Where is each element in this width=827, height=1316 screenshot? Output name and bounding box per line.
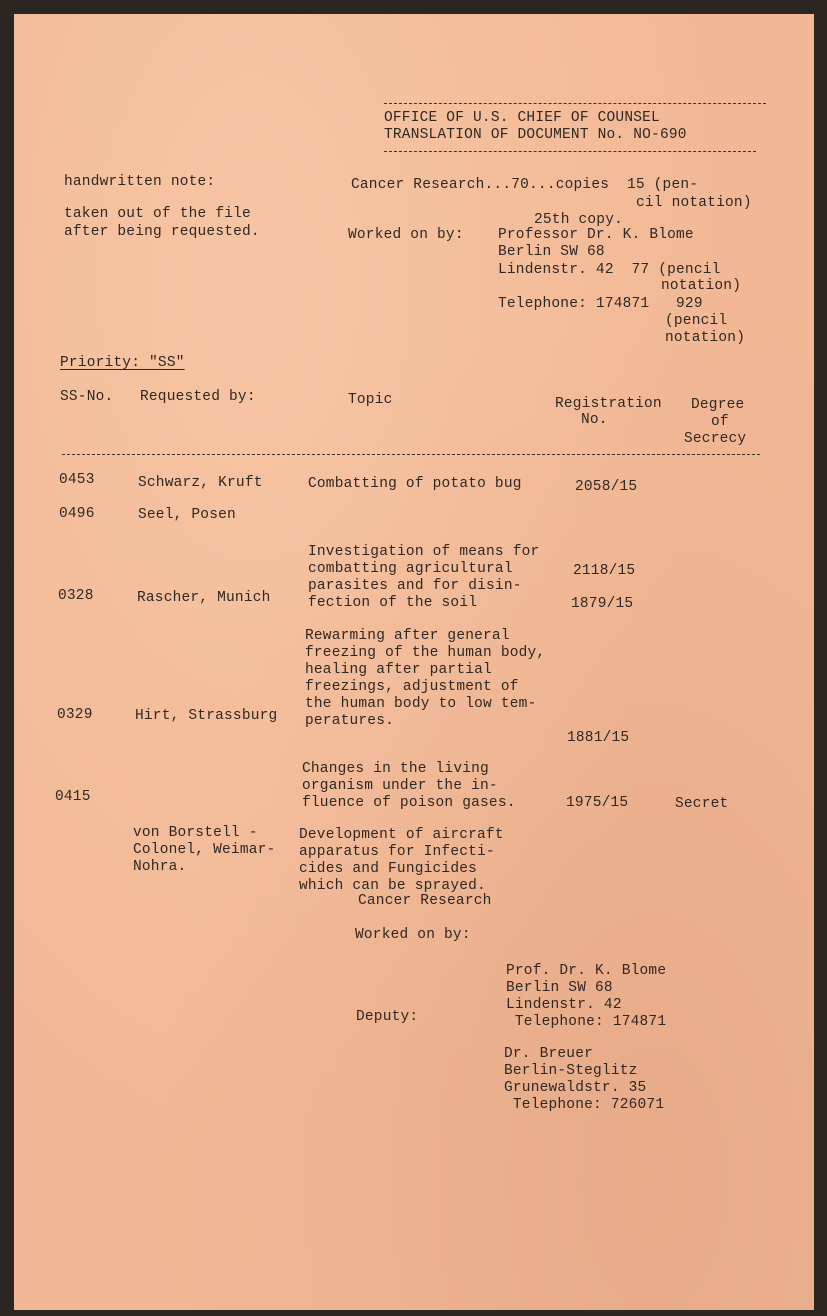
row-requested-by: Hirt, Strassburg <box>135 708 278 724</box>
row-topic: Changes in the living organism under the in- fluence of poison gases. <box>302 761 516 811</box>
col-secrecy: Secrecy <box>684 431 747 447</box>
bottom-deputy-label: Deputy: <box>356 1009 419 1025</box>
row-registration: 1975/15 <box>566 795 629 811</box>
row-registration: 2058/15 <box>575 479 638 495</box>
bottom-worked-label: Worked on by: <box>355 927 471 943</box>
worked-on-street-note: notation) <box>661 278 742 294</box>
row-registration: 1879/15 <box>571 596 634 612</box>
col-degree: Degree <box>691 397 745 413</box>
bottom-worked-address: Prof. Dr. K. Blome Berlin SW 68 Lindenstr. 42 Telephone: 174871 <box>506 963 667 1030</box>
row-ss-no: 0453 <box>59 472 95 488</box>
bottom-deputy-address: Dr. Breuer Berlin-Steglitz Grunewaldstr. 35 Telephone: 726071 <box>504 1046 665 1113</box>
phone-note-2: notation) <box>665 330 746 346</box>
worked-on-street: Lindenstr. 42 77 (pencil <box>498 262 721 278</box>
row-requested-by: von Borstell - Colonel, Weimar- Nohra. <box>133 825 276 875</box>
phone-note-1: (pencil <box>665 313 728 329</box>
table-header-rule <box>62 454 760 455</box>
row-requested-by: Schwarz, Kruft <box>138 475 263 491</box>
col-ss-no: SS-No. <box>60 389 114 405</box>
row-requested-by: Seel, Posen <box>138 507 236 523</box>
row-requested-by: Rascher, Munich <box>137 590 271 606</box>
row-ss-no: 0496 <box>59 506 95 522</box>
document-page <box>14 14 814 1310</box>
row-topic: Investigation of means for combatting agricultural parasites and for disin- fection of the soil <box>308 544 540 611</box>
worked-on-phone: Telephone: 174871 929 <box>498 296 703 312</box>
header-rule-top <box>384 103 766 104</box>
priority-label: Priority: "SS" <box>60 355 185 371</box>
worked-on-person: Professor Dr. K. Blome <box>498 227 694 243</box>
worked-on-city: Berlin SW 68 <box>498 244 605 260</box>
row-secrecy: Secret <box>675 796 729 812</box>
col-registration: Registration <box>555 396 662 412</box>
row-ss-no: 0328 <box>58 588 94 604</box>
col-registration-no: No. <box>581 412 608 428</box>
header-translation: TRANSLATION OF DOCUMENT No. NO-690 <box>384 127 687 143</box>
row-registration: 2118/15 <box>573 563 636 579</box>
row-topic: Development of aircraft apparatus for Infecti- cides and Fungicides which can be sprayed. <box>299 827 504 894</box>
header-rule-bottom <box>384 151 756 152</box>
row-ss-no: 0415 <box>55 789 91 805</box>
row-registration: 1881/15 <box>567 730 630 746</box>
copies-line-2: cil notation) <box>636 195 752 211</box>
handwritten-label: handwritten note: <box>64 174 216 190</box>
row-ss-no: 0329 <box>57 707 93 723</box>
header-office: OFFICE OF U.S. CHIEF OF COUNSEL <box>384 110 660 126</box>
row-topic: Rewarming after general freezing of the human body, healing after partial freezings, adjustment of the human body to low tem- peratures. <box>305 628 546 729</box>
col-degree-of: of <box>711 414 729 430</box>
handwritten-line-1: taken out of the file <box>64 206 251 222</box>
handwritten-line-2: after being requested. <box>64 224 260 240</box>
bottom-title: Cancer Research <box>358 893 492 909</box>
worked-on-label: Worked on by: <box>348 227 464 243</box>
col-topic: Topic <box>348 392 393 408</box>
row-topic: Combatting of potato bug <box>308 476 522 492</box>
copies-line: Cancer Research...70...copies 15 (pen- <box>351 177 699 193</box>
col-requested-by: Requested by: <box>140 389 256 405</box>
copy-number: 25th copy. <box>534 212 624 228</box>
